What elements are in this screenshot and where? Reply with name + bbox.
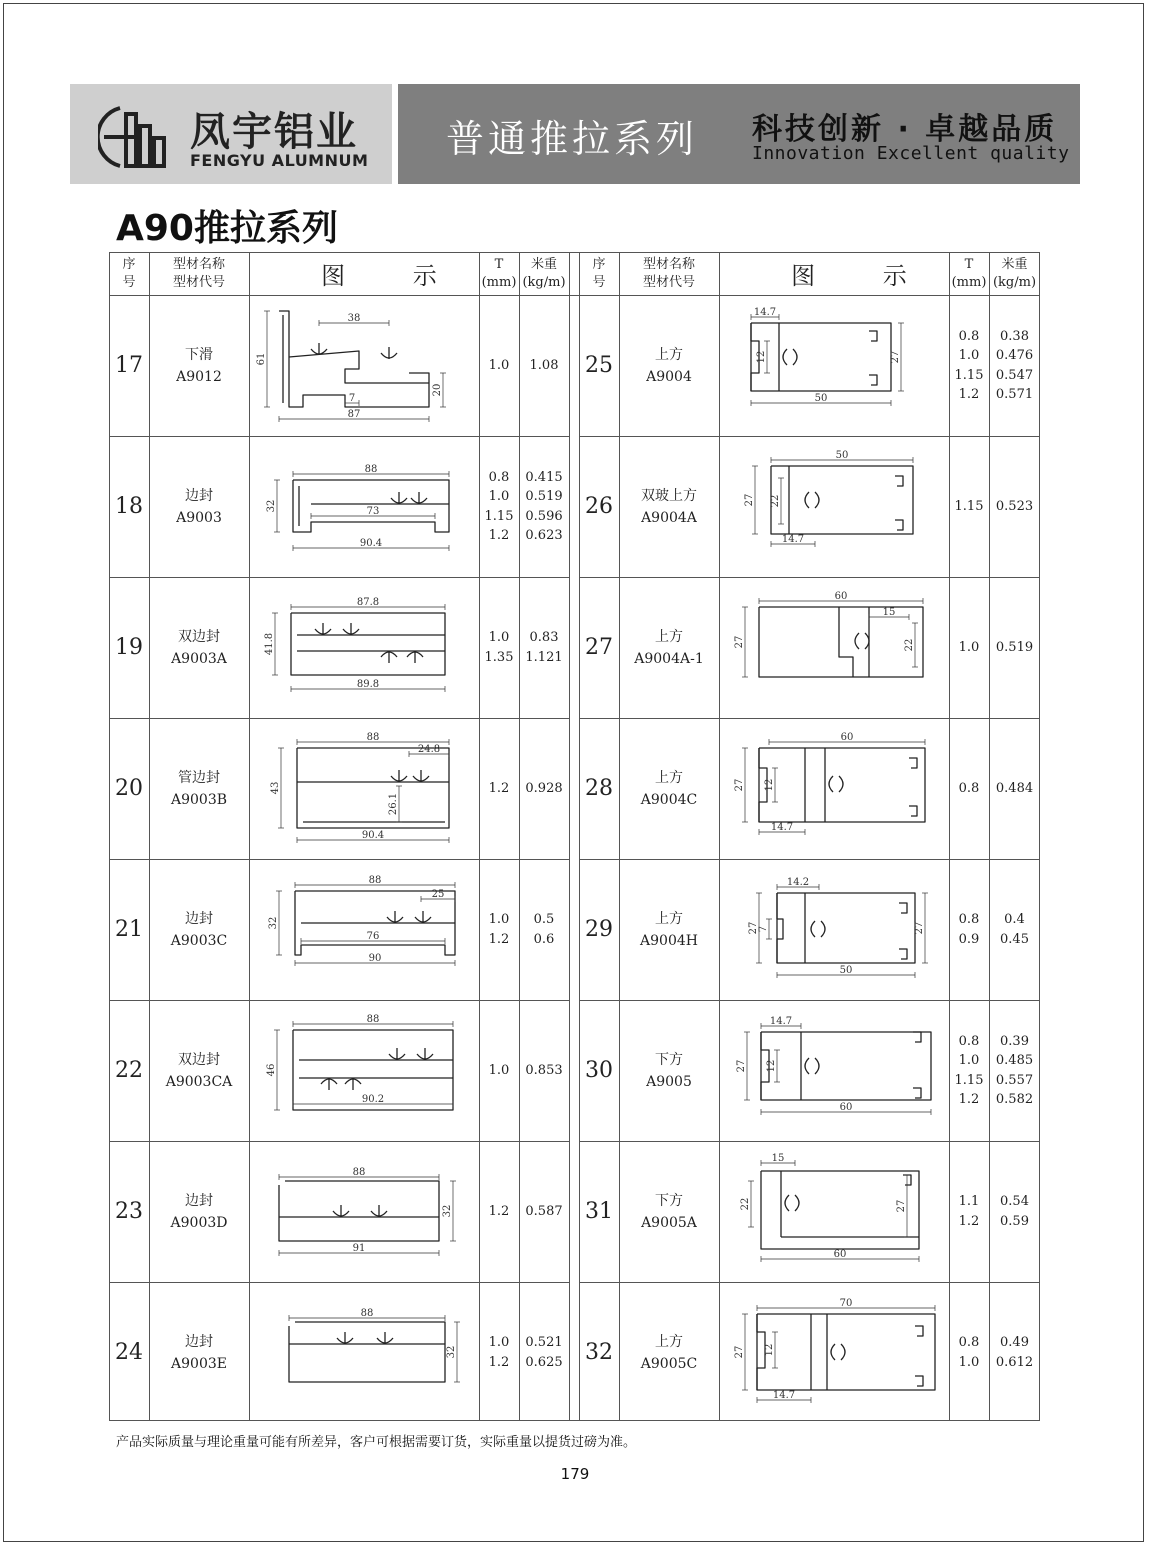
header-thickness-label: T [964,256,974,272]
row-number: 31 [585,1199,613,1224]
profile-drawing [719,436,949,577]
thickness-cell [949,295,989,436]
profile-name-line: A9003C [170,932,228,949]
thickness-value: 0.8 [958,780,980,796]
header-weight-label: (kg/m) [522,274,566,290]
dimension-label: 61 [256,352,267,366]
thickness-cell [949,1000,989,1141]
profile-cross-section-diagram [249,859,479,1000]
thickness-value: 1.0 [488,1335,510,1350]
dimension-label: 14.7 [781,534,805,545]
weight-value: 0.519 [995,639,1034,655]
profile-name-cell [619,1141,719,1282]
dimension-label: 14.2 [786,877,810,888]
dimension-label: 88 [368,875,382,886]
dimension-label: 88 [364,464,378,475]
profile-table [109,252,1040,1421]
weight-value: 0.485 [995,1053,1034,1068]
row-number: 30 [585,1058,613,1083]
weight-value: 0.38 [1000,328,1029,344]
thickness-cell [479,436,519,577]
dimension-label: 90.4 [359,538,383,549]
profile-name-line: A9005C [640,1355,698,1372]
thickness-value: 0.9 [958,931,980,947]
dimension-label: 24.8 [417,744,441,755]
header-weight-label: (kg/m) [992,274,1037,290]
weight-cell [519,577,569,718]
profile-name-line: 双玻上方 [641,487,697,504]
profile-name-line: A9004H [640,932,698,949]
profile-cross-section-diagram [719,1000,949,1141]
weight-value: 0.519 [525,489,563,504]
header-name-label: 型材名称 [642,256,695,272]
dimension-label: 89.8 [356,679,380,690]
header-thickness-label: (mm) [951,274,987,290]
profile-cross-section-diagram [249,436,479,577]
header-thickness [949,252,989,295]
header-weight [519,252,569,295]
dimension-label: 12 [766,1059,777,1073]
thickness-cell [949,577,989,718]
profile-drawing [249,1000,479,1141]
weight-value: 0.853 [525,1062,563,1078]
dimension-label: 38 [347,313,361,324]
weight-value: 0.54 [1000,1194,1029,1209]
weight-value: 0.571 [995,387,1034,402]
profile-name-cell [149,718,249,859]
dimension-label: 88 [366,1014,380,1025]
thickness-value: 1.0 [488,1062,510,1078]
dimension-label: 14.7 [770,822,794,833]
row-number: 28 [585,776,613,801]
profile-name-cell [149,1282,249,1423]
weight-cell [989,1141,1040,1282]
profile-name-line: 上方 [654,769,683,786]
row-number: 20 [115,776,143,801]
weight-cell [519,1141,569,1282]
profile-name-cell [619,436,719,577]
header-diagram: 图 示 [321,262,467,290]
thickness-cell [479,295,519,436]
profile-cross-section-diagram [249,577,479,718]
profile-cross-section-diagram [249,1141,479,1282]
header-thickness-label: T [494,256,504,272]
profile-name-cell [149,577,249,718]
profile-name-cell [149,859,249,1000]
dimension-label: 88 [352,1167,366,1178]
dimension-label: 14.7 [769,1016,793,1027]
thickness-value: 1.2 [958,387,980,402]
profile-name-line: 上方 [654,910,683,927]
table-rule [569,252,570,1421]
profile-name-line: 下滑 [185,346,213,363]
weight-value: 1.121 [525,649,563,665]
profile-cross-section-diagram [719,859,949,1000]
dimension-label: 60 [833,1249,847,1260]
dimension-label: 26.1 [388,792,399,816]
weight-value: 1.08 [529,357,559,373]
profile-name-cell [149,436,249,577]
dimension-label: 90 [368,953,382,964]
row-number: 21 [115,917,143,942]
dimension-label: 60 [840,732,854,743]
weight-value: 0.521 [525,1335,563,1350]
row-number: 25 [585,353,613,378]
profile-name-line: A9003A [171,650,227,667]
dimension-label: 32 [446,1345,457,1359]
weight-cell [989,1282,1040,1423]
header-seq [109,252,149,295]
header-seq-label: 序 [122,256,136,272]
profile-drawing [719,295,949,436]
header-divider [392,84,398,184]
header-name [149,252,249,295]
profile-cross-section-diagram [249,1282,479,1423]
thickness-value: 1.15 [954,498,984,514]
header-seq-label: 序 [592,256,606,272]
dimension-label: 27 [748,921,759,935]
dimension-label: 15 [771,1153,785,1164]
dimension-label: 22 [740,1197,751,1211]
profile-name-line: A9003CA [165,1073,233,1090]
weight-value: 0.557 [995,1072,1034,1088]
thickness-value: 1.1 [958,1194,980,1209]
weight-value: 0.547 [995,367,1034,383]
weight-value: 0.582 [995,1092,1034,1107]
profile-name-line: 双边封 [177,628,220,645]
thickness-value: 1.0 [488,630,510,645]
dimension-label: 27 [736,1059,747,1073]
dimension-label: 87.8 [356,597,380,608]
dimension-label: 43 [270,781,281,795]
weight-value: 0.49 [1000,1335,1029,1350]
thickness-cell [949,436,989,577]
dimension-label: 27 [734,778,745,792]
weight-cell [519,1282,569,1423]
dimension-label: 7 [348,393,356,404]
dimension-label: 25 [431,889,445,900]
dimension-label: 27 [914,921,925,935]
thickness-cell [479,1141,519,1282]
weight-cell [989,577,1040,718]
dimension-label: 12 [764,778,775,792]
row-number: 23 [115,1199,143,1224]
row-number: 29 [585,917,613,942]
thickness-value: 0.8 [958,328,980,344]
dimension-label: 32 [442,1204,453,1218]
dimension-label: 70 [839,1298,853,1309]
profile-cross-section-diagram [719,577,949,718]
thickness-value: 0.8 [958,1033,980,1049]
weight-cell [989,295,1040,436]
thickness-value: 1.0 [488,357,510,373]
profile-drawing [719,1000,949,1141]
profile-name-cell [619,577,719,718]
dimension-label: 14.7 [753,307,777,318]
profile-name-line: 下方 [654,1192,683,1209]
profile-name-cell [619,1000,719,1141]
profile-name-cell [149,295,249,436]
profile-name-line: A9004A [641,509,697,526]
weight-value: 0.587 [525,1203,563,1219]
profile-drawing [719,859,949,1000]
thickness-cell [949,859,989,1000]
profile-name-line: A9004C [640,791,698,808]
profile-name-line: A9004A-1 [634,650,704,667]
dimension-label: 50 [839,965,853,976]
brand-name: 凤宇铝业 [190,109,358,155]
profile-name-line: 下方 [655,1051,683,1068]
profile-name-line: 上方 [655,346,683,363]
dimension-label: 22 [904,638,915,652]
header-seq [579,252,619,295]
profile-cross-section-diagram [719,295,949,436]
dimension-label: 41.8 [264,632,275,656]
profile-drawing [249,577,479,718]
header-seq-label: 号 [592,274,606,290]
thickness-value: 1.2 [488,1203,510,1219]
profile-drawing [719,1141,949,1282]
header-diagram: 图 示 [791,262,937,290]
profile-name-line: A9003E [171,1355,227,1372]
weight-cell [519,295,569,436]
thickness-value: 1.0 [958,639,980,655]
dimension-label: 12 [756,350,767,364]
dimension-label: 12 [764,1343,775,1357]
profile-name-cell [149,1000,249,1141]
header-name-label: 型材代号 [172,274,225,290]
dimension-label: 90.4 [361,830,385,841]
profile-drawing [249,718,479,859]
weight-value: 0.5 [533,912,555,927]
dimension-label: 27 [734,1345,745,1359]
row-number: 19 [115,635,143,660]
thickness-value: 1.0 [958,348,980,363]
thickness-value: 1.2 [488,1354,510,1370]
thickness-cell [949,718,989,859]
weight-cell [989,718,1040,859]
brand-name-en: FENGYU ALUMNUM [190,151,369,170]
row-number: 18 [115,494,143,519]
thickness-cell [949,1282,989,1423]
dimension-label: 27 [896,1199,907,1213]
weight-cell [519,859,569,1000]
thickness-value: 1.0 [958,1053,980,1068]
dimension-label: 32 [268,916,279,930]
profile-drawing [719,577,949,718]
profile-cross-section-diagram [719,718,949,859]
dimension-label: 22 [770,494,781,508]
weight-value: 0.623 [525,528,563,543]
profile-drawing [719,718,949,859]
dimension-label: 87 [347,409,361,420]
dimension-label: 50 [835,450,849,461]
header-weight-label: 米重 [1001,256,1028,272]
header-thickness [479,252,519,295]
weight-value: 0.59 [1000,1213,1029,1229]
row-number: 24 [115,1340,143,1365]
profile-cross-section-diagram [719,1282,949,1423]
weight-cell [519,718,569,859]
page-title: A90推拉系列 [116,208,338,249]
profile-drawing [249,1141,479,1282]
dimension-label: 46 [266,1063,277,1077]
profile-name-line: A9003B [170,791,228,808]
footnote: 产品实际质量与理论重量可能有所差异，客户可根据需要订货，实际重量以提货过磅为准。 [116,1435,637,1450]
profile-drawing [249,295,479,436]
thickness-value: 1.0 [488,912,510,927]
thickness-value: 1.35 [484,649,514,665]
profile-name-cell [619,1282,719,1423]
profile-name-line: 边封 [184,910,213,927]
slogan-cn: 科技创新 · 卓越品质 [752,112,1058,147]
header-thickness-label: (mm) [481,274,517,290]
profile-name-cell [619,295,719,436]
profile-drawing [249,436,479,577]
weight-value: 0.415 [525,469,563,485]
thickness-value: 1.2 [958,1213,980,1229]
page-number: 179 [560,1465,590,1483]
weight-value: 0.625 [525,1354,563,1370]
profile-cross-section-diagram [719,1141,949,1282]
profile-name-line: 边封 [185,1192,213,1209]
thickness-value: 1.2 [958,1092,980,1107]
dimension-label: 50 [814,393,828,404]
thickness-value: 1.15 [954,1072,984,1088]
profile-name-cell [619,859,719,1000]
thickness-value: 1.2 [488,528,510,543]
weight-cell [519,436,569,577]
thickness-cell [949,1141,989,1282]
thickness-value: 0.8 [958,912,980,927]
thickness-cell [479,718,519,859]
profile-name-line: A9003D [170,1214,228,1231]
dimension-label: 88 [360,1308,374,1319]
dimension-label: 90.2 [361,1094,385,1105]
profile-name-cell [619,718,719,859]
profile-name-line: 双边封 [178,1051,220,1068]
thickness-value: 0.8 [958,1335,980,1350]
header-weight [989,252,1040,295]
thickness-value: 1.2 [488,780,510,796]
thickness-cell [479,577,519,718]
row-number: 22 [115,1058,143,1083]
weight-value: 0.83 [529,630,559,645]
fengyu-building-logo-icon [98,100,170,172]
header-weight-label: 米重 [530,256,557,272]
weight-cell [989,1000,1040,1141]
profile-name-cell [149,1141,249,1282]
thickness-value: 1.0 [958,1354,980,1370]
dimension-label: 60 [839,1102,853,1113]
weight-cell [519,1000,569,1141]
slogan-en: Innovation Excellent quality [752,143,1070,164]
weight-value: 0.523 [995,498,1034,514]
dimension-label: 15 [882,607,896,618]
thickness-value: 1.15 [954,367,984,383]
profile-name-line: A9005 [646,1073,692,1090]
profile-name-line: A9003 [176,509,222,526]
dimension-label: 7 [758,925,769,933]
weight-value: 0.596 [525,508,563,524]
dimension-label: 32 [266,499,277,513]
row-number: 26 [585,494,613,519]
profile-cross-section-diagram [719,436,949,577]
weight-value: 0.4 [1004,912,1025,927]
dimension-label: 27 [734,635,745,649]
dimension-label: 27 [744,493,755,507]
header-name [619,252,719,295]
weight-value: 0.928 [525,780,563,796]
weight-cell [989,436,1040,577]
profile-name-line: 边封 [185,487,213,504]
header-seq-label: 号 [122,274,136,290]
profile-drawing [249,859,479,1000]
profile-cross-section-diagram [249,1000,479,1141]
dimension-label: 27 [890,350,901,364]
thickness-cell [479,1000,519,1141]
thickness-cell [479,859,519,1000]
dimension-label: 14.7 [772,1390,796,1401]
profile-name-line: 上方 [654,1333,683,1350]
weight-value: 0.6 [533,931,555,947]
dimension-label: 73 [366,506,380,517]
thickness-cell [479,1282,519,1423]
profile-name-line: A9012 [176,368,222,385]
profile-name-line: A9004 [646,368,692,385]
profile-drawing [249,1282,479,1423]
row-number: 32 [585,1340,613,1365]
thickness-value: 0.8 [488,469,510,485]
profile-cross-section-diagram [249,295,479,436]
profile-name-line: 边封 [185,1333,213,1350]
weight-value: 0.612 [995,1354,1034,1370]
profile-drawing [719,1282,949,1423]
weight-cell [989,859,1040,1000]
profile-cross-section-diagram [249,718,479,859]
thickness-value: 1.0 [488,489,510,504]
row-number: 17 [115,353,143,378]
dimension-label: 60 [834,591,848,602]
header-name-label: 型材名称 [172,256,225,272]
weight-value: 0.484 [995,780,1034,796]
series-title: 普通推拉系列 [446,117,699,161]
thickness-value: 1.2 [488,931,510,947]
dimension-label: 20 [432,383,443,397]
profile-name-line: A9005A [641,1214,697,1231]
weight-value: 0.476 [995,348,1034,363]
profile-name-line: 管边封 [178,769,220,786]
weight-value: 0.45 [1000,931,1029,947]
dimension-label: 91 [352,1243,366,1254]
dimension-label: 88 [366,732,380,743]
weight-value: 0.39 [1000,1033,1029,1049]
dimension-label: 76 [366,931,380,942]
thickness-value: 1.15 [484,508,514,524]
profile-name-line: 上方 [655,628,683,645]
header-name-label: 型材代号 [642,274,695,290]
row-number: 27 [585,635,613,660]
